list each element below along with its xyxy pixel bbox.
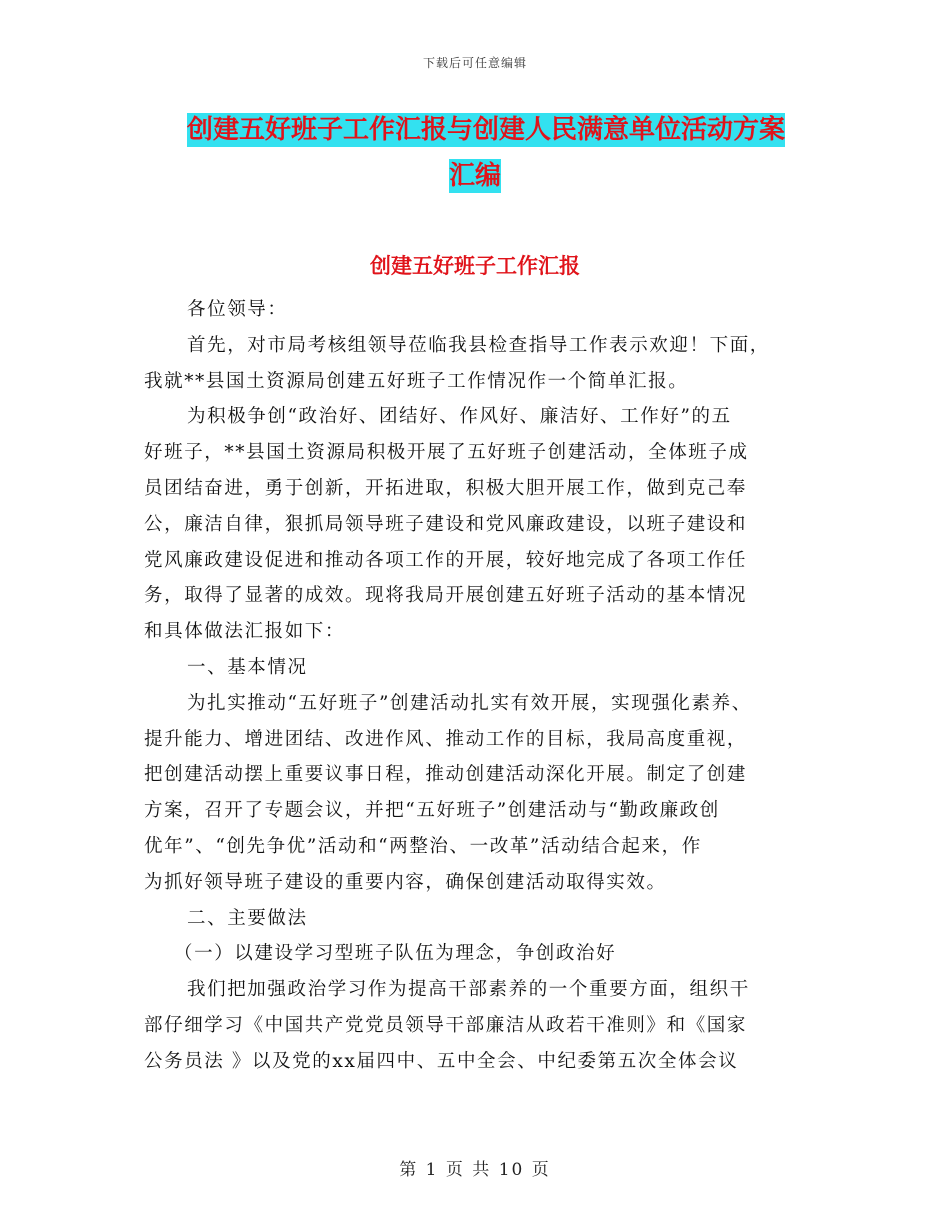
paragraph-line: 提升能力、增进团结、改进作风、推动工作的目标，我局高度重视， — [144, 728, 748, 750]
paragraph-line: 为抓好领导班子建设的重要内容，确保创建活动取得实效。 — [144, 871, 667, 893]
document-title-line-2 — [0, 158, 950, 194]
page-footer: 第 1 页 共 10 页 — [399, 1160, 551, 1180]
paragraph-line: 我们把加强政治学习作为提高干部素养的一个重要方面，组织干 — [187, 979, 750, 1001]
paragraph-line: 党风廉政建设促进和推动各项工作的开展，较好地完成了各项工作任 — [144, 549, 748, 571]
section-title: 创建五好班子工作汇报 — [370, 253, 580, 278]
document-title-line-1 — [0, 112, 950, 148]
paragraph-line: 优年”、“创先争优”活动和“两整治、一改革”活动结合起来，作 — [144, 835, 702, 857]
heading-main-practices: 二、主要做法 — [187, 907, 308, 929]
paragraph-line: 公务员法 》以及党的xx届四中、五中全会、中纪委第五次全体会议 — [144, 1050, 739, 1072]
document-body — [144, 292, 804, 1080]
paragraph-line: 和具体做法汇报如下： — [144, 621, 346, 643]
paragraph-line: 好班子，**县国土资源局积极开展了五好班子创建活动，全体班子成 — [144, 442, 749, 464]
heading-basic-situation: 一、基本情况 — [187, 656, 308, 678]
header-note: 下载后可任意编辑 — [422, 56, 527, 70]
paragraph-line: 我就**县国土资源局创建五好班子工作情况作一个简单汇报。 — [144, 370, 689, 392]
paragraph-line: 员团结奋进，勇于创新，开拓进取，积极大胆开展工作，做到克己奉 — [144, 477, 748, 499]
paragraph-line: 公，廉洁自律，狠抓局领导班子建设和党风廉政建设，以班子建设和 — [144, 513, 748, 535]
paragraph-line: 首先，对市局考核组领导莅临我县检查指导工作表示欢迎！下面， — [187, 334, 770, 356]
paragraph-line: 把创建活动摆上重要议事日程，推动创建活动深化开展。制定了创建 — [144, 764, 748, 786]
paragraph-line: 为积极争创“政治好、团结好、作风好、廉洁好、工作好”的五 — [187, 406, 732, 428]
subheading-political: （一）以建设学习型班子队伍为理念，争创政治好 — [174, 943, 617, 965]
document-title-text-1: 创建五好班子工作汇报与创建人民满意单位活动方案 — [186, 115, 785, 145]
salutation: 各位领导： — [187, 299, 288, 320]
paragraph-line: 方案，召开了专题会议，并把“五好班子”创建活动与“勤政廉政创 — [144, 800, 720, 822]
paragraph-line: 部仔细学习《中国共产党党员领导干部廉洁从政若干准则》和《国家 — [144, 1014, 748, 1036]
document-title-text-2: 汇编 — [448, 161, 501, 191]
paragraph-line: 为扎实推动“五好班子”创建活动扎实有效开展，实现强化素养、 — [187, 692, 752, 714]
paragraph-line: 务，取得了显著的成效。现将我局开展创建五好班子活动的基本情况 — [144, 585, 748, 607]
